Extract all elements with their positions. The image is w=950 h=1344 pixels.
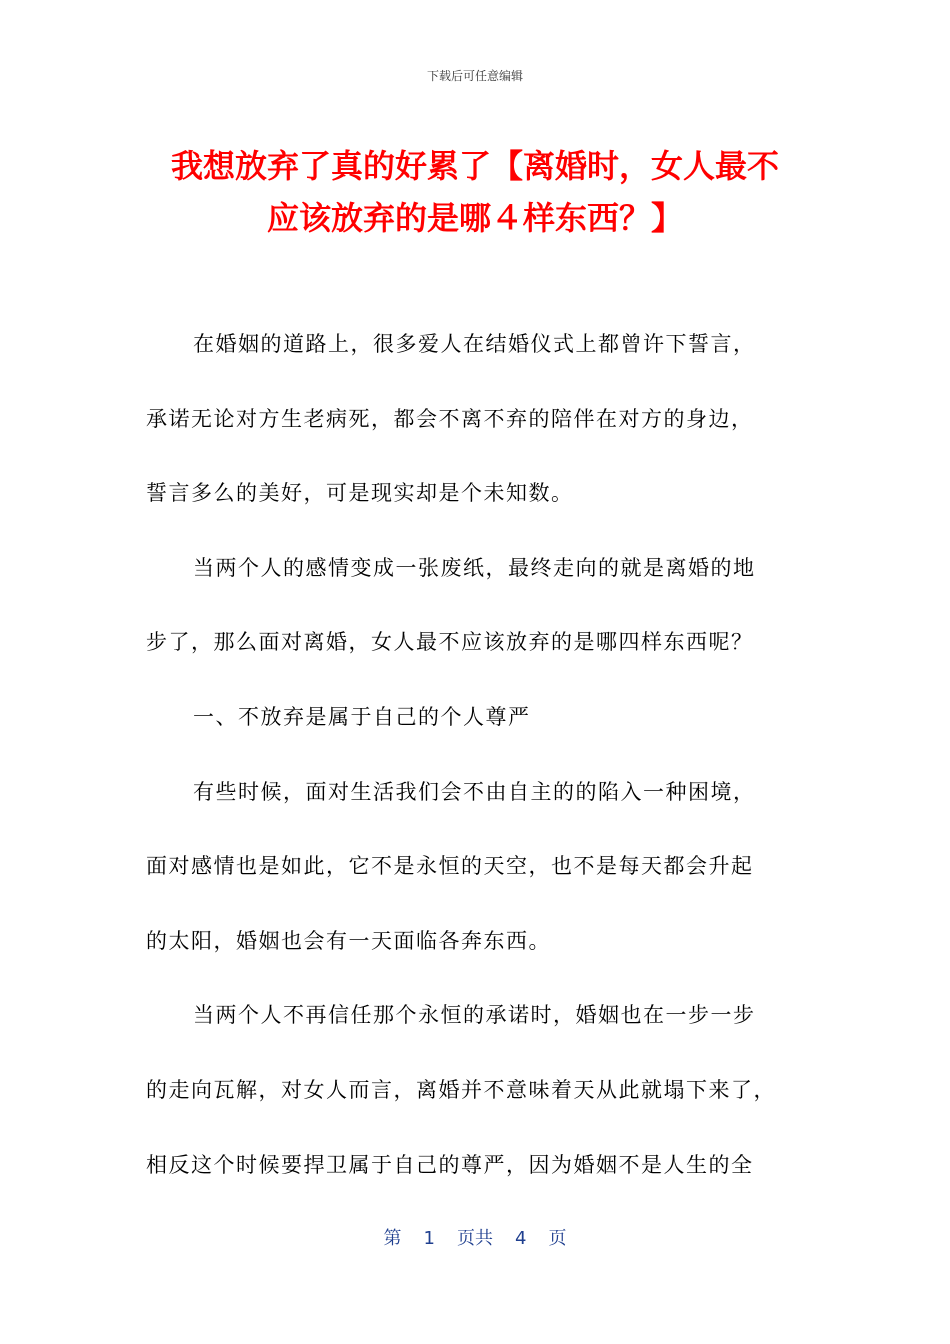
title-line-2: 应该放弃的是哪４样东西？】: [266, 199, 683, 237]
footer-middle: 页共: [457, 1228, 493, 1249]
body-line: 的太阳，婚姻也会有一天面临各奔东西。: [146, 928, 551, 953]
body-line: 有些时候，面对生活我们会不由自主的的陷入一种困境，: [193, 779, 756, 804]
footer-total-pages: 4: [515, 1228, 527, 1249]
title-line-1: 我想放弃了真的好累了【离婚时，女人最不: [170, 147, 779, 185]
section-heading: 一、不放弃是属于自己的个人尊严: [193, 704, 531, 729]
body-line: 的走向瓦解，对女人而言，离婚并不意味着天从此就塌下来了，: [146, 1077, 776, 1102]
document-title: [120, 140, 830, 244]
body-line: 承诺无论对方生老病死，都会不离不弃的陪伴在对方的身边，: [146, 406, 754, 431]
footer-current-page: 1: [423, 1228, 435, 1249]
body-line: 当两个人不再信任那个永恒的承诺时，婚姻也在一步一步: [193, 1003, 756, 1028]
body-text: [146, 320, 806, 1215]
body-line: 当两个人的感情变成一张废纸，最终走向的就是离婚的地: [193, 555, 756, 580]
body-line: 相反这个时候要捍卫属于自己的尊严，因为婚姻不是人生的全: [146, 1152, 754, 1177]
header-note: 下载后可任意编辑: [426, 69, 523, 83]
footer-prefix: 第: [383, 1228, 402, 1249]
footer-suffix: 页: [548, 1228, 567, 1249]
page-footer: [0, 1226, 950, 1252]
body-line: 面对感情也是如此，它不是永恒的天空，也不是每天都会升起: [146, 854, 754, 879]
body-line: 在婚姻的道路上，很多爱人在结婚仪式上都曾许下誓言，: [193, 332, 756, 356]
body-line: 步了，那么面对离婚，女人最不应该放弃的是哪四样东西呢？: [146, 630, 754, 655]
body-line: 誓言多么的美好，可是现实却是个未知数。: [146, 481, 574, 506]
